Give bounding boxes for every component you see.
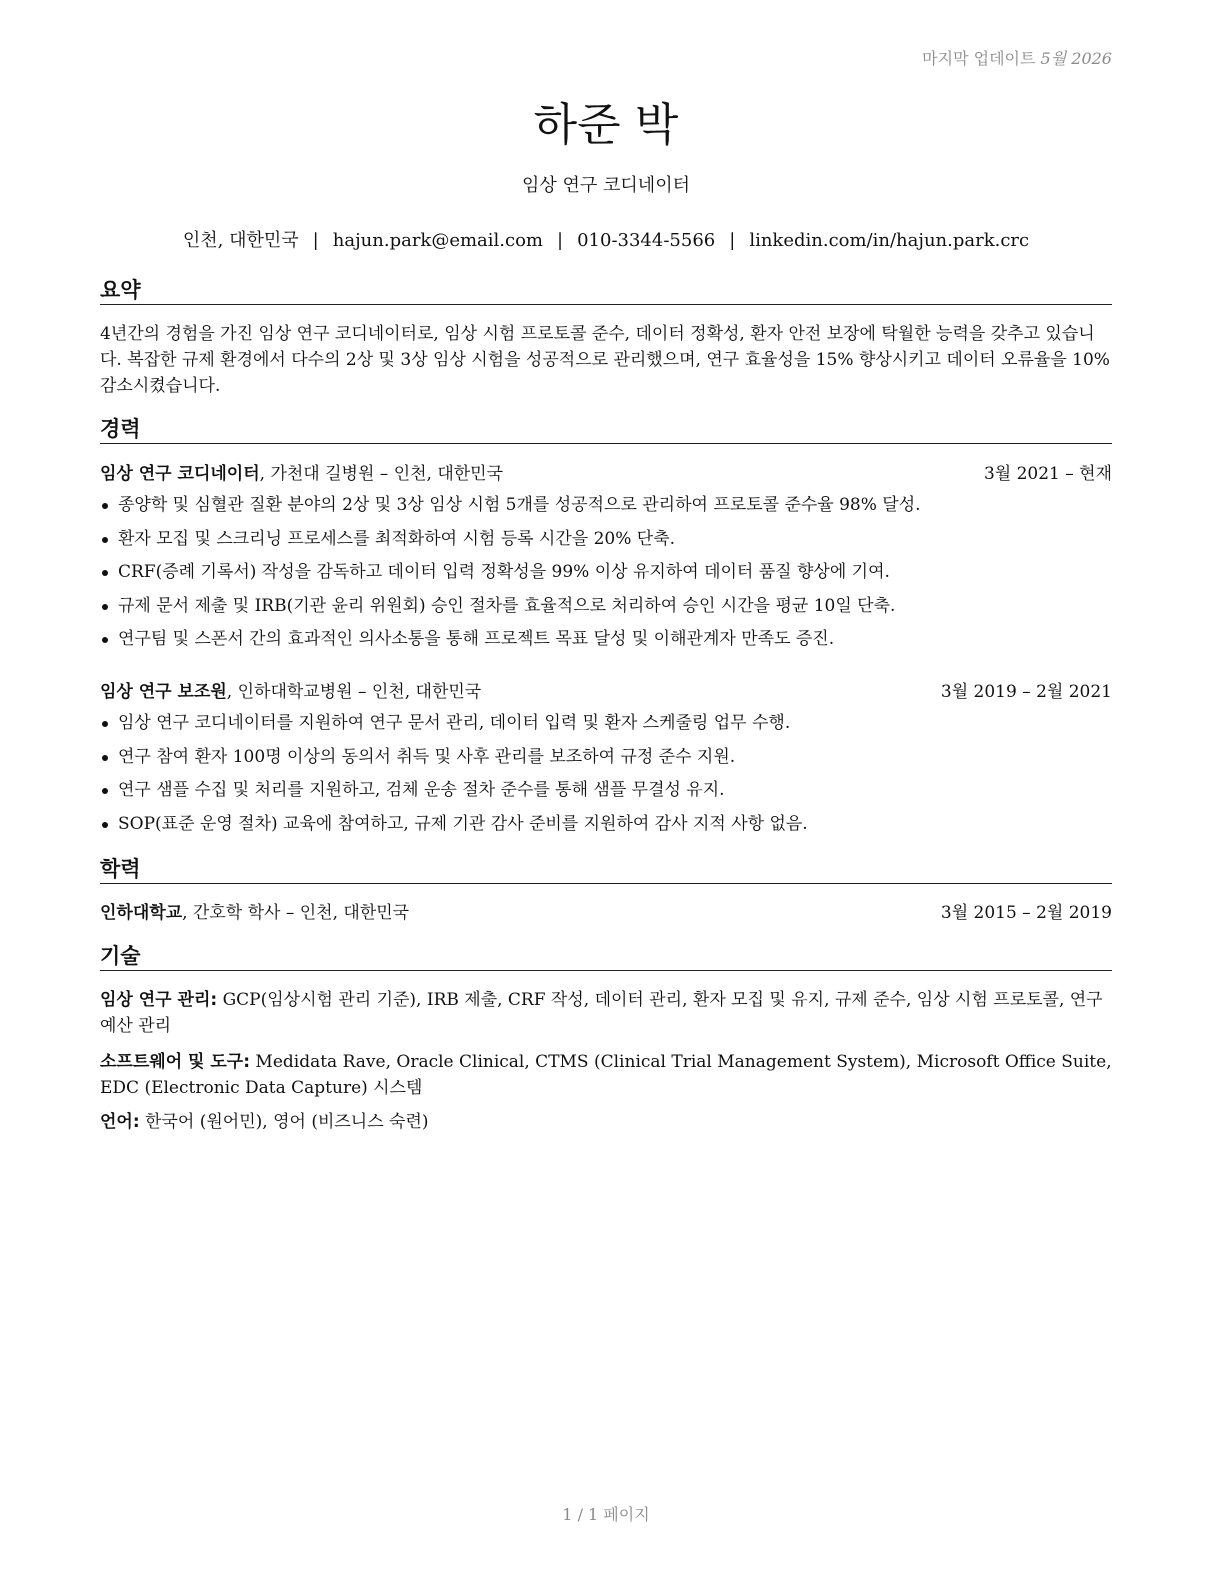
list-item: SOP(표준 운영 절차) 교육에 참여하고, 규제 기관 감사 준비를 지원하여 감사 지적 사항 없음.: [100, 812, 1112, 836]
contact-separator: |: [729, 230, 736, 251]
contact-location: 인천, 대한민국: [182, 230, 299, 251]
list-item: 연구 샘플 수집 및 처리를 지원하고, 검체 운송 절차 준수를 통해 샘플 무결성 유지.: [100, 778, 1112, 802]
section-title-skills: 기술: [100, 943, 1112, 971]
job-dates: 3월 2021 – 현재: [983, 464, 1112, 484]
last-updated-label: 마지막 업데이트: [922, 49, 1036, 68]
page-indicator: 1 / 1 페이지: [562, 1505, 650, 1524]
skill-row: [100, 987, 1118, 1039]
job-role: 임상 연구 코디네이터: [100, 464, 260, 484]
skill-value: GCP(임상시험 관리 기준), IRB 제출, CRF 작성, 데이터 관리, 환자 모집 및 유지, 규제 준수, 임상 시험 프로토콜, 연구 예산 관리: [100, 990, 1103, 1036]
resume-page: [100, 0, 1112, 1584]
skill-label: 언어:: [100, 1112, 140, 1132]
skill-value: Medidata Rave, Oracle Clinical, CTMS (Clinical Trial Management System), Microsoft Office Suite, EDC (Electronic Data Capture) 시스템: [100, 1052, 1112, 1098]
job-header: [100, 680, 1112, 704]
last-updated: [922, 46, 1112, 69]
job-dates: 3월 2019 – 2월 2021: [940, 682, 1112, 702]
list-item: CRF(증례 기록서) 작성을 감독하고 데이터 입력 정확성을 99% 이상 유지하여 데이터 품질 향상에 기여.: [100, 560, 1112, 584]
education-detail: , 간호학 학사 – 인천, 대한민국: [182, 903, 410, 923]
skill-value: 한국어 (원어민), 영어 (비즈니스 숙련): [139, 1112, 429, 1132]
section-title-education: 학력: [100, 856, 1112, 884]
section-title-experience: 경력: [100, 416, 1112, 444]
skill-label: 소프트웨어 및 도구:: [100, 1052, 251, 1072]
job-org: , 인하대학교병원 – 인천, 대한민국: [226, 682, 482, 702]
candidate-headline: 임상 연구 코디네이터: [522, 175, 690, 196]
list-item: 종양학 및 심혈관 질환 분야의 2상 및 3상 임상 시험 5개를 성공적으로 관리하여 프로토콜 준수율 98% 달성.: [100, 493, 1112, 517]
contact-separator: |: [312, 230, 319, 251]
contact-email[interactable]: hajun.park@email.com: [332, 230, 544, 251]
skill-row: [100, 1049, 1118, 1101]
contact-line: [100, 226, 1112, 252]
list-item: 규제 문서 제출 및 IRB(기관 윤리 위원회) 승인 절차를 효율적으로 처리하여 승인 시간을 평균 10일 단축.: [100, 594, 1112, 618]
candidate-name: 하준 박: [533, 98, 679, 151]
contact-phone: 010-3344-5566: [577, 230, 716, 251]
job-bullets: [100, 711, 1112, 845]
list-item: 연구 참여 환자 100명 이상의 동의서 취득 및 사후 관리를 보조하여 규정 준수 지원.: [100, 745, 1112, 769]
education-entry: [100, 901, 1112, 925]
skill-label: 임상 연구 관리:: [100, 990, 218, 1010]
job-header: [100, 462, 1112, 486]
job-bullets: [100, 493, 1112, 661]
job-org: , 가천대 길병원 – 인천, 대한민국: [259, 464, 504, 484]
contact-separator: |: [557, 230, 564, 251]
education-school: 인하대학교: [100, 903, 183, 923]
job-role: 임상 연구 보조원: [100, 682, 227, 702]
summary-text: 4년간의 경험을 가진 임상 연구 코디네이터로, 임상 시험 프로토콜 준수, 데이터 정확성, 환자 안전 보장에 탁월한 능력을 갖추고 있습니다. 복잡한 규제 환경에서 다수의 2상 및 3상 임상 시험을 성공적으로 관리했으며, 연구 효율성을 15% 향상시키고 데이터 오류율을 10% 감소시켰습니다.: [100, 324, 1110, 396]
contact-linkedin[interactable]: linkedin.com/in/hajun.park.crc: [749, 230, 1030, 251]
list-item: 임상 연구 코디네이터를 지원하여 연구 문서 관리, 데이터 입력 및 환자 스케줄링 업무 수행.: [100, 711, 1112, 735]
education-dates: 3월 2015 – 2월 2019: [940, 903, 1112, 923]
section-title-summary: 요약: [100, 277, 1112, 305]
list-item: 환자 모집 및 스크리닝 프로세스를 최적화하여 시험 등록 시간을 20% 단축.: [100, 527, 1112, 551]
list-item: 연구팀 및 스폰서 간의 효과적인 의사소통을 통해 프로젝트 목표 달성 및 이해관계자 만족도 증진.: [100, 627, 1112, 651]
skill-row: [100, 1109, 1118, 1135]
last-updated-date: 5월 2026: [1040, 49, 1112, 68]
